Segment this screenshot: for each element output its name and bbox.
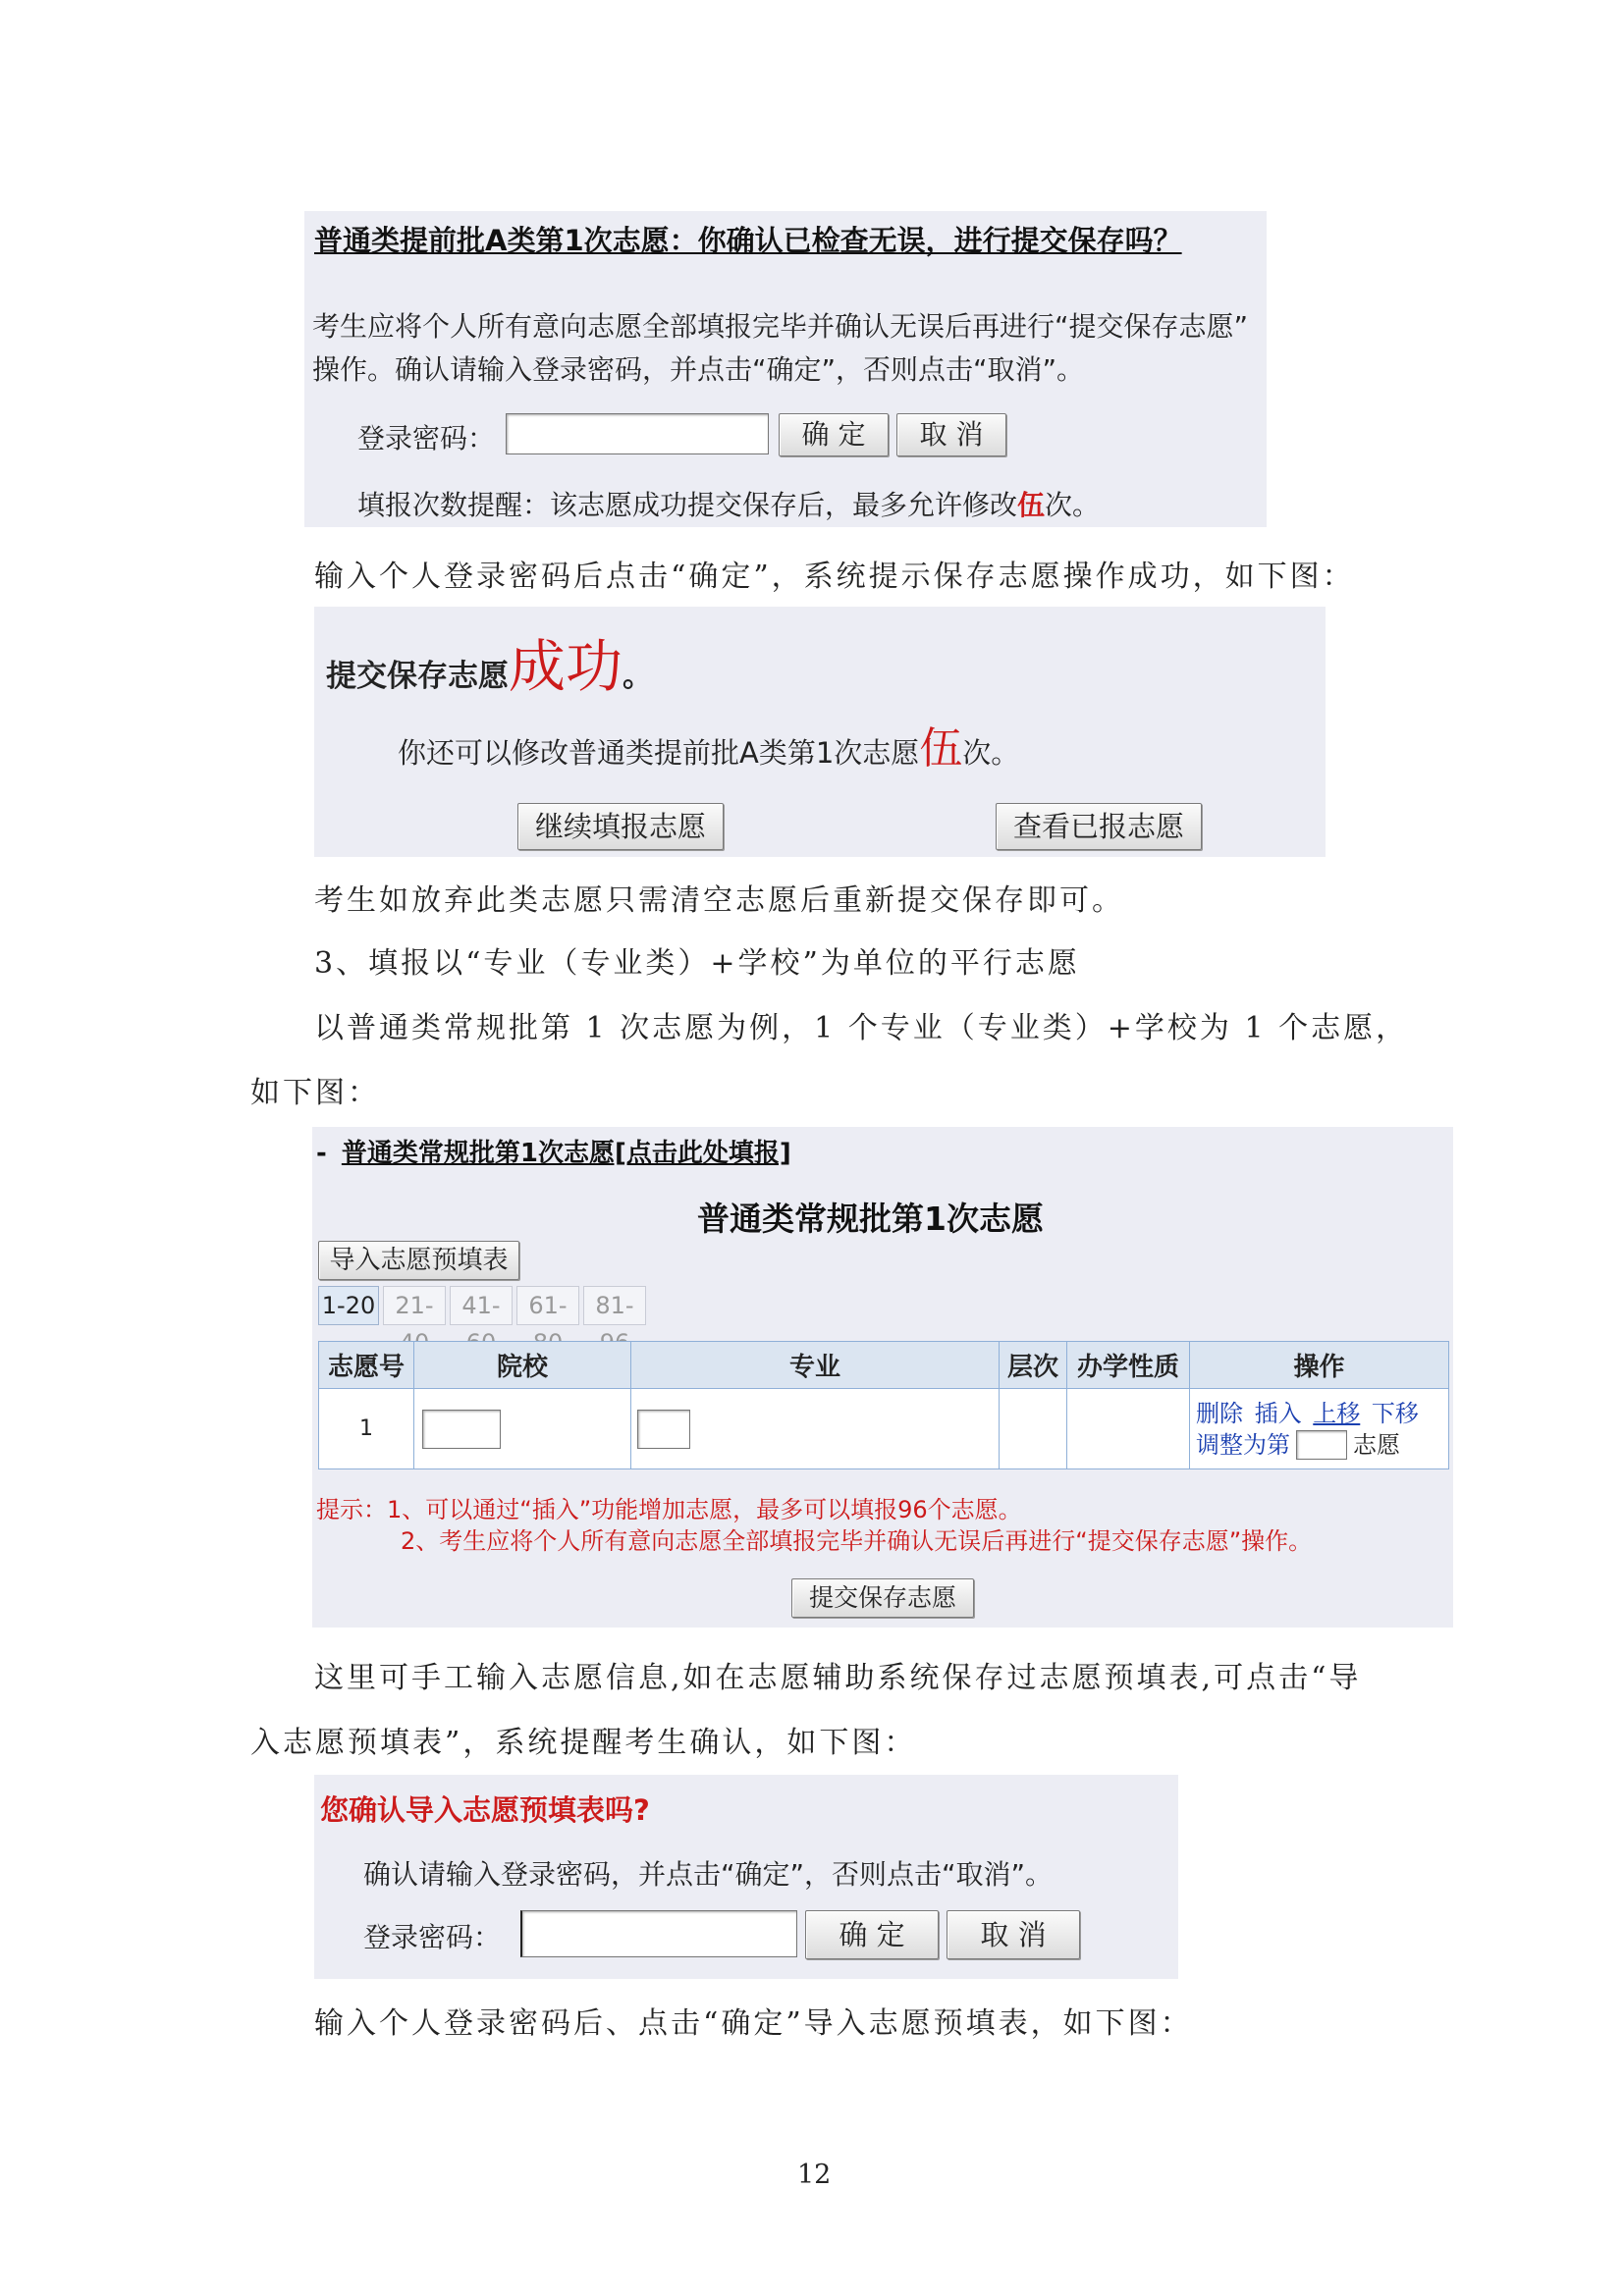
tip-label: 提示： xyxy=(316,1496,387,1523)
tip-line-1 xyxy=(316,1490,1022,1524)
page-tabs xyxy=(318,1286,809,1357)
password-label: 登录密码： xyxy=(357,422,496,454)
success-big: 成功 xyxy=(509,633,623,700)
move-up-link[interactable]: 上移 xyxy=(1313,1399,1361,1427)
success-prefix: 提交保存志愿 xyxy=(326,659,509,694)
form-header-link[interactable]: 普通类常规批第1次志愿[点击此处填报] xyxy=(341,1139,791,1168)
col-major: 专业 xyxy=(631,1342,1000,1389)
table-row xyxy=(319,1389,1449,1469)
adjust-row xyxy=(1196,1429,1447,1461)
paragraph-5-line1: 这里可手工输入志愿信息,如在志愿辅助系统保存过志愿预填表,可点击“导 xyxy=(314,1661,1362,1695)
view-submitted-button[interactable]: 查看已报志愿 xyxy=(996,803,1202,850)
collapse-toggle[interactable]: - xyxy=(316,1139,327,1168)
ok-button[interactable]: 确 定 xyxy=(779,413,889,456)
tab-81-96[interactable]: 81-96 xyxy=(583,1286,646,1325)
action-links xyxy=(1196,1398,1447,1429)
form-header xyxy=(316,1133,791,1169)
success-dialog xyxy=(314,607,1326,857)
form-title-b: 次志愿 xyxy=(946,1200,1044,1238)
form-title-num: 1 xyxy=(924,1200,947,1238)
tab-1-20[interactable]: 1-20 xyxy=(318,1286,379,1325)
success-dot: 。 xyxy=(623,659,654,694)
dialog-title: 普通类提前批A类第1次志愿：你确认已检查无误，进行提交保存吗？ xyxy=(314,224,1182,257)
paragraph-6: 输入个人登录密码后、点击“确定”导入志愿预填表，如下图： xyxy=(314,2006,1193,2041)
delete-link[interactable]: 删除 xyxy=(1196,1399,1243,1427)
table-header-row xyxy=(319,1342,1449,1389)
import-prefill-button[interactable]: 导入志愿预填表 xyxy=(318,1241,519,1280)
row-index: 1 xyxy=(319,1389,414,1469)
adjust-position-input[interactable] xyxy=(1296,1430,1347,1460)
adjust-suffix: 志愿 xyxy=(1353,1430,1400,1459)
success-heading xyxy=(326,620,653,703)
form-title xyxy=(697,1194,1044,1240)
page-number: 12 xyxy=(797,2160,832,2190)
import-password-label: 登录密码： xyxy=(363,1921,502,1953)
col-school: 院校 xyxy=(414,1342,631,1389)
import-ok-button[interactable]: 确 定 xyxy=(805,1910,939,1959)
school-type-cell xyxy=(1067,1389,1190,1469)
dialog-body-line2: 操作。确认请输入登录密码，并点击“确定”，否则点击“取消”。 xyxy=(312,353,1085,386)
col-index: 志愿号 xyxy=(319,1342,414,1389)
paragraph-4-line1: 以普通类常规批第 1 次志愿为例，1 个专业（专业类）+学校为 1 个志愿， xyxy=(314,1011,1409,1045)
level-cell xyxy=(1000,1389,1067,1469)
remaining-count: 伍 xyxy=(919,723,963,774)
reminder-count: 伍 xyxy=(1017,489,1046,521)
reminder-suffix: 次。 xyxy=(1045,489,1101,521)
paragraph-1: 输入个人登录密码后点击“确定”，系统提示保存志愿操作成功，如下图： xyxy=(314,560,1355,594)
major-input[interactable] xyxy=(637,1410,690,1449)
remaining-edits xyxy=(398,713,1019,775)
school-cell xyxy=(414,1389,631,1469)
submit-save-button[interactable]: 提交保存志愿 xyxy=(791,1578,974,1618)
cancel-button[interactable]: 取 消 xyxy=(896,413,1006,456)
school-input[interactable] xyxy=(422,1410,501,1449)
paragraph-3: 3、填报以“专业（专业类）+学校”为单位的平行志愿 xyxy=(314,946,1080,981)
adjust-label: 调整为第 xyxy=(1196,1430,1290,1459)
import-dialog-body: 确认请输入登录密码，并点击“确定”，否则点击“取消”。 xyxy=(363,1858,1054,1891)
paragraph-5-line2: 入志愿预填表”，系统提醒考生确认，如下图： xyxy=(250,1726,917,1760)
import-password-input[interactable] xyxy=(520,1910,797,1957)
continue-fill-button[interactable]: 继续填报志愿 xyxy=(517,803,724,850)
tab-21-40[interactable]: 21-40 xyxy=(383,1286,446,1325)
move-down-link[interactable]: 下移 xyxy=(1371,1399,1419,1427)
col-level: 层次 xyxy=(1000,1342,1067,1389)
remaining-text: 你还可以修改普通类提前批A类第1次志愿 xyxy=(398,736,920,770)
col-actions: 操作 xyxy=(1190,1342,1449,1389)
paragraph-2: 考生如放弃此类志愿只需清空志愿后重新提交保存即可。 xyxy=(314,883,1124,918)
volunteer-table xyxy=(318,1341,1449,1469)
actions-cell xyxy=(1190,1389,1449,1469)
major-cell xyxy=(631,1389,1000,1469)
form-title-a: 普通类常规批第 xyxy=(697,1200,924,1238)
password-input[interactable] xyxy=(506,413,769,454)
insert-link[interactable]: 插入 xyxy=(1254,1399,1302,1427)
tip-line-2: 2、考生应将个人所有意向志愿全部填报完毕并确认无误后再进行“提交保存志愿”操作。 xyxy=(401,1527,1313,1555)
edit-count-reminder xyxy=(357,484,1100,523)
reminder-text: 填报次数提醒：该志愿成功提交保存后，最多允许修改 xyxy=(357,489,1018,521)
tip-1: 1、可以通过“插入”功能增加志愿，最多可以填报96个志愿。 xyxy=(387,1496,1022,1523)
import-cancel-button[interactable]: 取 消 xyxy=(947,1910,1080,1959)
remaining-suffix: 次。 xyxy=(962,736,1020,770)
volunteer-form-panel xyxy=(312,1127,1453,1628)
tab-61-80[interactable]: 61-80 xyxy=(516,1286,579,1325)
submit-confirm-dialog xyxy=(304,211,1267,527)
paragraph-4-line2: 如下图： xyxy=(250,1076,380,1110)
tab-41-60[interactable]: 41-60 xyxy=(450,1286,513,1325)
dialog-body-line1: 考生应将个人所有意向志愿全部填报完毕并确认无误后再进行“提交保存志愿” xyxy=(312,310,1249,343)
import-confirm-dialog xyxy=(314,1775,1178,1979)
import-dialog-title: 您确认导入志愿预填表吗? xyxy=(320,1793,650,1827)
col-school-type: 办学性质 xyxy=(1067,1342,1190,1389)
